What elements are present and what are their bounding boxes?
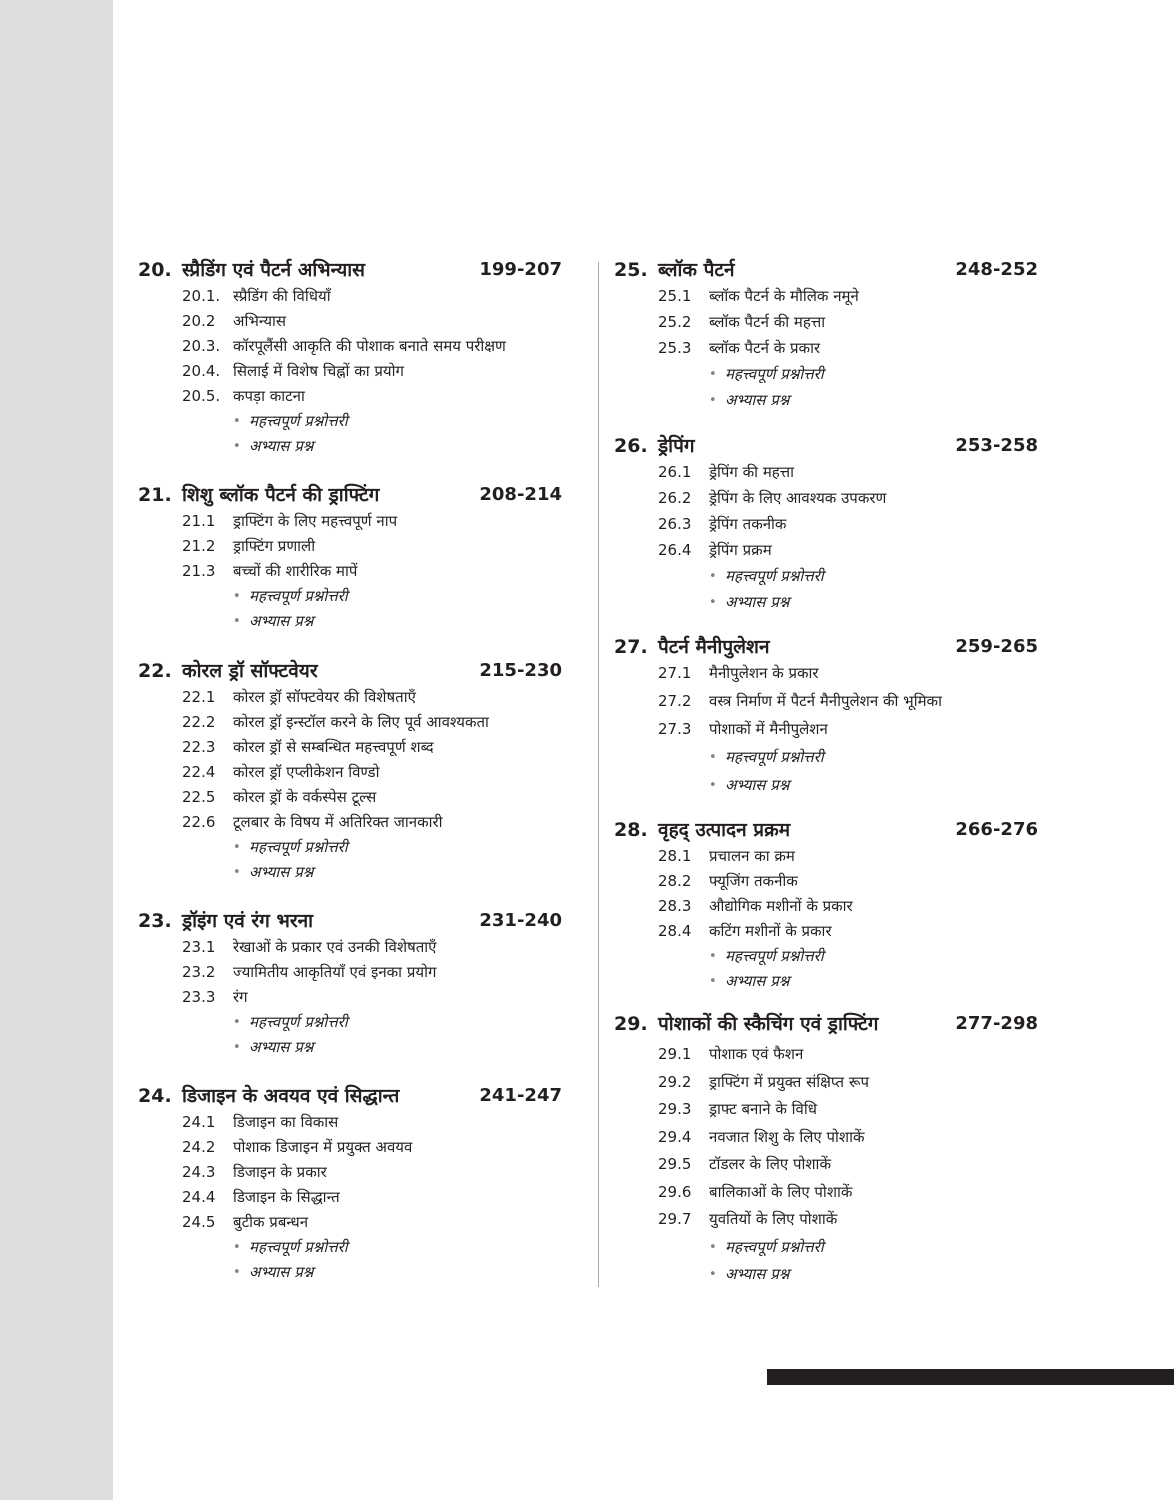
- section-number: 24.5: [182, 1213, 216, 1231]
- chapter-title: ड्रेपिंग: [658, 435, 695, 457]
- section-number: 22.6: [182, 813, 216, 831]
- bullet-important-qa[interactable]: [614, 564, 1038, 590]
- bullet-important-qa[interactable]: [138, 835, 562, 860]
- section-title: ज्यामितीय आकृतियाँ एवं इनका प्रयोग: [233, 963, 437, 981]
- section-title: कपड़ा काटना: [233, 387, 305, 405]
- bullet-important-qa[interactable]: [614, 1235, 1038, 1263]
- bullet-practice[interactable]: [614, 590, 1038, 616]
- section-item[interactable]: [614, 512, 1038, 538]
- section-number: 21.3: [182, 562, 216, 580]
- section-number: 24.1: [182, 1113, 216, 1131]
- chapter-pages: 231-240: [479, 910, 562, 931]
- bullet-icon: •: [709, 1239, 717, 1255]
- section-item[interactable]: [614, 1180, 1038, 1208]
- section-number: 24.4: [182, 1188, 216, 1206]
- section-item[interactable]: [138, 935, 562, 960]
- bullet-icon: •: [709, 1267, 717, 1282]
- bullet-icon: •: [233, 1040, 241, 1055]
- section-item[interactable]: [138, 334, 562, 359]
- chapter-number: 28.: [614, 819, 648, 841]
- section-title: पोशाकों में मैनीपुलेशन: [709, 720, 828, 738]
- bullet-text: अभ्यास प्रश्न: [249, 612, 314, 630]
- chapter-heading[interactable]: [614, 256, 1038, 284]
- section-number: 24.3: [182, 1163, 216, 1181]
- section-number: 20.1.: [182, 287, 221, 305]
- section-number: 25.3: [658, 339, 692, 357]
- bullet-text: अभ्यास प्रश्न: [725, 1265, 790, 1283]
- page-margin-strip: [0, 0, 113, 1500]
- section-item[interactable]: [138, 1210, 562, 1235]
- footer-bar: [767, 1369, 1174, 1385]
- chapter-24: [138, 1082, 562, 1285]
- bullet-icon: •: [233, 1015, 241, 1030]
- section-number: 20.3.: [182, 337, 221, 355]
- section-title: वस्त्र निर्माण में पैटर्न मैनीपुलेशन की भूमिका: [709, 692, 942, 710]
- section-number: 28.4: [658, 922, 692, 940]
- section-number: 24.2: [182, 1138, 216, 1156]
- section-item[interactable]: [614, 1097, 1038, 1125]
- section-title: कोरल ड्रॉ से सम्बन्धित महत्त्वपूर्ण शब्द: [233, 738, 434, 756]
- chapter-26: [614, 432, 1038, 616]
- section-title: पोशाक एवं फैशन: [709, 1045, 804, 1063]
- section-title: बालिकाओं के लिए पोशाकें: [709, 1182, 853, 1201]
- section-title: स्प्रैडिंग की विधियाँ: [233, 287, 331, 305]
- section-title: कोरल ड्रॉ सॉफ्टवेयर की विशेषताएँ: [233, 688, 416, 706]
- bullet-icon: •: [233, 865, 241, 880]
- bullet-practice[interactable]: [614, 1262, 1038, 1290]
- chapter-heading[interactable]: [138, 907, 562, 935]
- section-title: ड्रेपिंग की महत्ता: [709, 463, 795, 481]
- section-item[interactable]: [138, 760, 562, 785]
- bullet-text: अभ्यास प्रश्न: [725, 391, 790, 409]
- bullet-icon: •: [709, 750, 717, 765]
- section-title: ब्लॉक पैटर्न के प्रकार: [709, 339, 821, 357]
- bullet-practice[interactable]: [138, 1035, 562, 1060]
- section-title: ब्लॉक पैटर्न के मौलिक नमूने: [709, 287, 859, 305]
- section-title: डिजाइन का विकास: [233, 1113, 339, 1131]
- section-number: 25.2: [658, 313, 692, 331]
- chapter-pages: 277-298: [955, 1013, 1038, 1034]
- chapter-number: 25.: [614, 259, 648, 281]
- bullet-icon: •: [709, 393, 717, 408]
- bullet-text: अभ्यास प्रश्न: [725, 776, 790, 794]
- section-title: कॉरपूलैंसी आकृति की पोशाक बनाते समय परीक्षण: [233, 337, 506, 355]
- chapter-heading[interactable]: [614, 633, 1038, 661]
- chapter-pages: 266-276: [955, 819, 1038, 840]
- chapter-pages: 248-252: [955, 259, 1038, 280]
- section-item[interactable]: [138, 559, 562, 584]
- section-item[interactable]: [614, 486, 1038, 512]
- chapter-29: [614, 1010, 1038, 1290]
- bullet-important-qa[interactable]: [614, 745, 1038, 773]
- section-item[interactable]: [138, 960, 562, 985]
- section-item[interactable]: [614, 538, 1038, 564]
- bullet-icon: •: [233, 614, 241, 629]
- bullet-icon: •: [233, 840, 241, 855]
- bullet-text: अभ्यास प्रश्न: [249, 1263, 314, 1281]
- chapter-heading[interactable]: [614, 432, 1038, 460]
- section-item[interactable]: [138, 1135, 562, 1160]
- section-number: 22.1: [182, 688, 216, 706]
- section-number: 23.1: [182, 938, 216, 956]
- section-item[interactable]: [138, 710, 562, 735]
- bullet-text: महत्त्वपूर्ण प्रश्नोत्तरी: [249, 412, 348, 430]
- section-item[interactable]: [614, 1042, 1038, 1070]
- section-title: औद्योगिक मशीनों के प्रकार: [709, 897, 853, 915]
- bullet-icon: •: [709, 778, 717, 793]
- bullet-text: महत्त्वपूर्ण प्रश्नोत्तरी: [249, 1013, 348, 1031]
- chapter-number: 23.: [138, 910, 172, 932]
- section-number: 29.2: [658, 1072, 692, 1091]
- section-number: 29.4: [658, 1127, 692, 1146]
- section-title: कोरल ड्रॉ के वर्कस्पेस टूल्स: [233, 788, 377, 806]
- section-number: 28.2: [658, 872, 692, 890]
- section-title: टॉडलर के लिए पोशाकें: [709, 1155, 831, 1173]
- section-title: ड्रेपिंग प्रक्रम: [709, 541, 772, 559]
- section-title: ड्राफ्टिंग में प्रयुक्त संक्षिप्त रूप: [709, 1072, 870, 1091]
- bullet-important-qa[interactable]: [138, 409, 562, 434]
- section-item[interactable]: [138, 534, 562, 559]
- section-title: नवजात शिशु के लिए पोशाकें: [709, 1127, 865, 1146]
- section-title: ड्रेपिंग तकनीक: [709, 515, 787, 533]
- chapter-number: 24.: [138, 1085, 172, 1107]
- section-number: 28.3: [658, 897, 692, 915]
- bullet-text: अभ्यास प्रश्न: [725, 593, 790, 611]
- chapter-pages: 259-265: [955, 636, 1038, 657]
- chapter-pages: 253-258: [955, 435, 1038, 456]
- chapter-title: स्प्रैडिंग एवं पैटर्न अभिन्यास: [182, 259, 365, 281]
- bullet-important-qa[interactable]: [138, 1235, 562, 1260]
- bullet-text: अभ्यास प्रश्न: [249, 863, 314, 881]
- chapter-number: 29.: [614, 1013, 648, 1035]
- section-number: 20.2: [182, 312, 216, 330]
- section-item[interactable]: [614, 1070, 1038, 1098]
- section-item[interactable]: [614, 1207, 1038, 1235]
- section-item[interactable]: [614, 460, 1038, 486]
- bullet-icon: •: [233, 414, 241, 429]
- chapter-title: डिजाइन के अवयव एवं सिद्धान्त: [182, 1085, 400, 1107]
- section-number: 22.5: [182, 788, 216, 806]
- chapter-title: कोरल ड्रॉ सॉफ्टवेयर: [182, 660, 318, 682]
- section-item[interactable]: [138, 785, 562, 810]
- section-item[interactable]: [138, 1110, 562, 1135]
- section-item[interactable]: [614, 919, 1038, 944]
- section-title: कोरल ड्रॉ एप्लीकेशन विण्डो: [233, 763, 380, 781]
- section-number: 23.3: [182, 988, 216, 1006]
- section-title: कोरल ड्रॉ इन्स्टॉल करने के लिए पूर्व आवश्यकता: [233, 713, 489, 731]
- section-item[interactable]: [614, 1152, 1038, 1180]
- chapter-heading[interactable]: [138, 481, 562, 509]
- chapter-25: [614, 256, 1038, 414]
- column-divider: [598, 262, 599, 1287]
- chapter-number: 22.: [138, 660, 172, 682]
- bullet-text: महत्त्वपूर्ण प्रश्नोत्तरी: [725, 567, 824, 585]
- section-number: 23.2: [182, 963, 216, 981]
- section-item[interactable]: [614, 284, 1038, 310]
- chapter-heading[interactable]: [138, 1082, 562, 1110]
- section-title: डिजाइन के सिद्धान्त: [233, 1188, 340, 1206]
- section-title: बच्चों की शारीरिक मापें: [233, 562, 358, 580]
- bullet-important-qa[interactable]: [138, 584, 562, 609]
- section-number: 26.1: [658, 463, 692, 481]
- section-item[interactable]: [138, 1185, 562, 1210]
- bullet-text: महत्त्वपूर्ण प्रश्नोत्तरी: [725, 748, 824, 766]
- bullet-text: अभ्यास प्रश्न: [725, 972, 790, 990]
- chapter-title: वृहद् उत्पादन प्रक्रम: [658, 819, 791, 841]
- chapter-number: 21.: [138, 484, 172, 506]
- section-item[interactable]: [138, 1160, 562, 1185]
- chapter-heading[interactable]: [138, 256, 562, 284]
- chapter-27: [614, 633, 1038, 801]
- bullet-icon: •: [709, 569, 717, 584]
- section-title: ब्लॉक पैटर्न की महत्ता: [709, 313, 826, 331]
- section-item[interactable]: [614, 689, 1038, 717]
- chapter-20: [138, 256, 562, 459]
- bullet-important-qa[interactable]: [614, 362, 1038, 388]
- bullet-practice[interactable]: [138, 860, 562, 885]
- section-number: 27.2: [658, 692, 692, 710]
- section-item[interactable]: [138, 810, 562, 835]
- chapter-title: पोशाकों की स्कैचिंग एवं ड्राफ्टिंग: [658, 1013, 879, 1035]
- section-number: 26.4: [658, 541, 692, 559]
- bullet-icon: •: [233, 1265, 241, 1280]
- bullet-icon: •: [233, 589, 241, 604]
- section-title: फ्यूजिंग तकनीक: [709, 872, 798, 890]
- bullet-practice[interactable]: [138, 1260, 562, 1285]
- section-title: रंग: [233, 988, 248, 1006]
- bullet-practice[interactable]: [614, 773, 1038, 801]
- section-item[interactable]: [614, 661, 1038, 689]
- chapter-pages: 215-230: [479, 660, 562, 681]
- section-item[interactable]: [138, 985, 562, 1010]
- section-title: ड्राफ्टिंग प्रणाली: [233, 537, 316, 555]
- section-item[interactable]: [138, 384, 562, 409]
- section-number: 25.1: [658, 287, 692, 305]
- section-title: ड्रेपिंग के लिए आवश्यक उपकरण: [709, 489, 887, 507]
- chapter-title: पैटर्न मैनीपुलेशन: [658, 636, 770, 658]
- chapter-22: [138, 657, 562, 885]
- bullet-practice[interactable]: [614, 388, 1038, 414]
- chapter-title: ड्रॉइंग एवं रंग भरना: [182, 910, 314, 932]
- section-number: 22.4: [182, 763, 216, 781]
- bullet-icon: •: [233, 439, 241, 454]
- chapter-number: 26.: [614, 435, 648, 457]
- section-title: ड्राफ्ट बनाने के विधि: [709, 1100, 817, 1118]
- chapter-23: [138, 907, 562, 1060]
- chapter-number: 27.: [614, 636, 648, 658]
- section-number: 22.3: [182, 738, 216, 756]
- section-number: 21.2: [182, 537, 216, 555]
- bullet-icon: •: [709, 974, 717, 989]
- section-number: 28.1: [658, 847, 692, 865]
- chapter-pages: 241-247: [479, 1085, 562, 1106]
- section-title: ड्राफ्टिंग के लिए महत्त्वपूर्ण नाप: [233, 512, 398, 530]
- section-number: 20.5.: [182, 387, 221, 405]
- bullet-important-qa[interactable]: [614, 944, 1038, 969]
- section-number: 29.7: [658, 1210, 692, 1228]
- bullet-important-qa[interactable]: [138, 1010, 562, 1035]
- section-item[interactable]: [614, 844, 1038, 869]
- section-number: 27.3: [658, 720, 692, 738]
- section-title: पोशाक डिजाइन में प्रयुक्त अवयव: [233, 1138, 413, 1156]
- section-number: 26.2: [658, 489, 692, 507]
- chapter-21: [138, 481, 562, 634]
- section-number: 29.6: [658, 1182, 692, 1201]
- section-number: 29.3: [658, 1100, 692, 1118]
- chapter-heading[interactable]: [138, 657, 562, 685]
- bullet-text: महत्त्वपूर्ण प्रश्नोत्तरी: [725, 365, 824, 383]
- section-number: 20.4.: [182, 362, 221, 380]
- bullet-text: महत्त्वपूर्ण प्रश्नोत्तरी: [725, 1237, 824, 1256]
- section-item[interactable]: [138, 735, 562, 760]
- section-number: 29.5: [658, 1155, 692, 1173]
- section-title: टूलबार के विषय में अतिरिक्त जानकारी: [233, 813, 443, 831]
- section-title: युवतियों के लिए पोशाकें: [709, 1210, 838, 1228]
- bullet-text: महत्त्वपूर्ण प्रश्नोत्तरी: [725, 947, 824, 965]
- chapter-heading[interactable]: [614, 1010, 1038, 1042]
- bullet-text: अभ्यास प्रश्न: [249, 1038, 314, 1056]
- section-item[interactable]: [614, 894, 1038, 919]
- section-item[interactable]: [614, 1125, 1038, 1153]
- section-item[interactable]: [138, 685, 562, 710]
- chapter-title: शिशु ब्लॉक पैटर्न की ड्राफ्टिंग: [182, 484, 380, 506]
- section-title: प्रचालन का क्रम: [709, 847, 795, 865]
- chapter-heading[interactable]: [614, 816, 1038, 844]
- bullet-text: अभ्यास प्रश्न: [249, 437, 314, 455]
- chapter-title: ब्लॉक पैटर्न: [658, 259, 735, 281]
- bullet-text: महत्त्वपूर्ण प्रश्नोत्तरी: [249, 1238, 348, 1256]
- bullet-icon: •: [709, 595, 717, 610]
- bullet-icon: •: [233, 1240, 241, 1255]
- bullet-text: महत्त्वपूर्ण प्रश्नोत्तरी: [249, 587, 348, 605]
- section-number: 21.1: [182, 512, 216, 530]
- section-item[interactable]: [138, 359, 562, 384]
- chapter-number: 20.: [138, 259, 172, 281]
- section-item[interactable]: [138, 509, 562, 534]
- section-title: रेखाओं के प्रकार एवं उनकी विशेषताएँ: [233, 938, 437, 956]
- section-item[interactable]: [138, 284, 562, 309]
- bullet-practice[interactable]: [138, 609, 562, 634]
- section-title: कटिंग मशीनों के प्रकार: [709, 922, 832, 940]
- bullet-practice[interactable]: [138, 434, 562, 459]
- section-number: 29.1: [658, 1045, 692, 1063]
- section-title: अभिन्यास: [233, 312, 287, 330]
- section-item[interactable]: [614, 717, 1038, 745]
- chapter-28: [614, 816, 1038, 994]
- section-item[interactable]: [614, 310, 1038, 336]
- section-title: डिजाइन के प्रकार: [233, 1163, 327, 1181]
- section-number: 22.2: [182, 713, 216, 731]
- section-title: सिलाई में विशेष चिह्नों का प्रयोग: [233, 362, 404, 380]
- section-title: मैनीपुलेशन के प्रकार: [709, 664, 819, 682]
- chapter-pages: 199-207: [479, 259, 562, 280]
- bullet-text: महत्त्वपूर्ण प्रश्नोत्तरी: [249, 838, 348, 856]
- section-number: 27.1: [658, 664, 692, 682]
- chapter-pages: 208-214: [479, 484, 562, 505]
- section-number: 26.3: [658, 515, 692, 533]
- section-item[interactable]: [614, 336, 1038, 362]
- bullet-practice[interactable]: [614, 969, 1038, 994]
- section-title: बुटीक प्रबन्धन: [233, 1213, 309, 1231]
- section-item[interactable]: [138, 309, 562, 334]
- bullet-icon: •: [709, 367, 717, 382]
- section-item[interactable]: [614, 869, 1038, 894]
- bullet-icon: •: [709, 949, 717, 964]
